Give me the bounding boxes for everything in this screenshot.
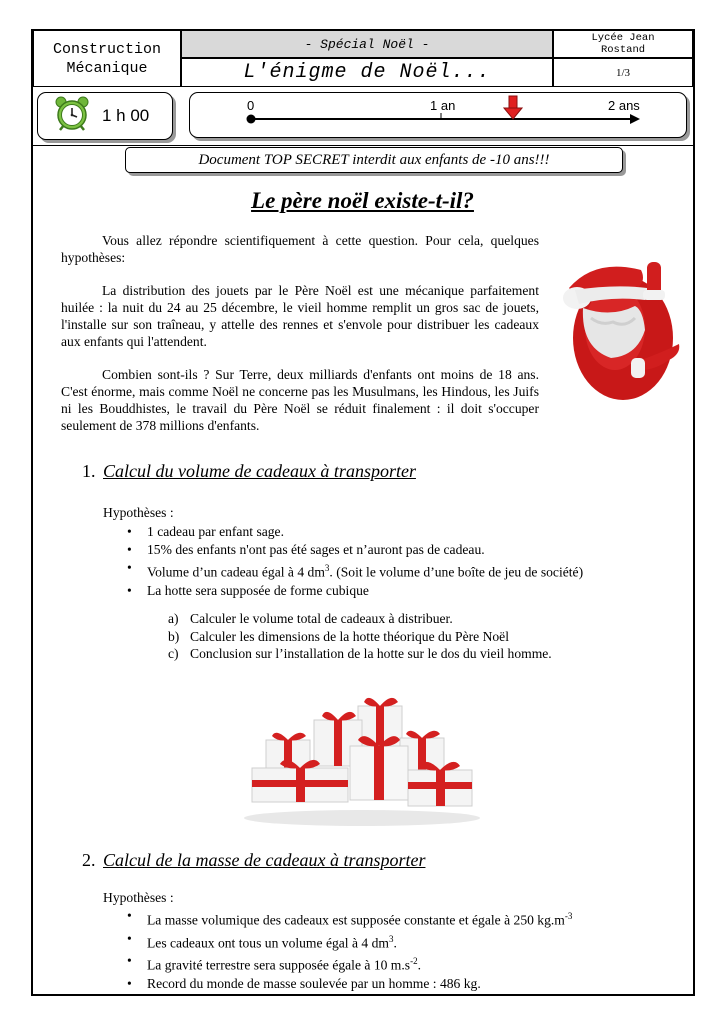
special-label: - Spécial Noël -: [304, 36, 430, 52]
list-item: [127, 975, 572, 993]
section-2-hypotheses-label: Hypothèses :: [103, 890, 174, 905]
question-text: Calculer le volume total de cadeaux à distribuer.: [190, 611, 453, 626]
intro-paragraph-1: [61, 232, 539, 266]
superscript: -3: [564, 911, 573, 921]
intro-paragraph-2-text: La distribution des jouets par le Père Noël est une mécanique parfaitement huilée : la nuit du 24 au 25 décembre, le vieil homme remplit un gros sac de jouets, l'installe sur son traîneau, y attelle des rennes et s'envole pour distribuer les cadeaux aux enfants qui l'attendent.: [61, 283, 539, 349]
section-2-bullet-list: [127, 907, 572, 993]
bullet-text: 1 cadeau par enfant sage.: [147, 524, 284, 539]
question-marker: a): [168, 611, 179, 626]
section-2-title: [82, 850, 425, 871]
secret-banner: [125, 147, 623, 173]
subject-cell: [33, 30, 181, 87]
bullet-text: Record du monde de masse soulevée par un homme : 486 kg.: [147, 975, 481, 991]
timeline-start-label: 0: [247, 98, 255, 113]
school-line-2: Rostand: [600, 44, 646, 56]
section-1-title-text: Calcul du volume de cadeaux à transporter: [103, 461, 416, 481]
list-item: [127, 930, 572, 953]
list-item: [168, 645, 552, 663]
question-text: Calculer les dimensions de la hotte théorique du Père Noël: [190, 628, 509, 644]
page-number: 1/3: [615, 66, 631, 79]
intro-paragraph-2: [61, 282, 539, 350]
list-item: [127, 523, 583, 541]
intro-paragraph-1-text: Vous allez répondre scientifiquement à cette question. Pour cela, quelques hypothèses:: [61, 233, 539, 265]
question-marker: b): [168, 628, 180, 644]
school-line-1: Lycée Jean: [591, 32, 655, 44]
timeline-end-label: 2 ans: [608, 98, 640, 113]
section-1-bullet-list: [127, 523, 583, 600]
list-item: [127, 582, 583, 600]
gift-boxes-image: [240, 678, 485, 828]
bullet-text: 15% des enfants n'ont pas été sages et n’auront pas de cadeau.: [147, 542, 485, 557]
timeline-axis: [190, 93, 688, 139]
bullet-text-continued: .: [393, 935, 397, 951]
bullet-text: La hotte sera supposée de forme cubique: [147, 582, 369, 598]
school-cell: [553, 30, 693, 58]
intro-paragraph-3: [61, 366, 539, 434]
subject-line-2: Mécanique: [66, 59, 148, 77]
page-number-cell: [553, 58, 693, 87]
santa-claus-image: [555, 248, 685, 408]
list-item: [127, 541, 583, 559]
list-item: [127, 907, 572, 930]
question-text: Conclusion sur l’installation de la hotte sur le dos du vieil homme.: [190, 646, 552, 661]
section-2-title-text: Calcul de la masse de cadeaux à transporter: [103, 850, 426, 870]
subject-line-1: Construction: [52, 40, 162, 58]
section-1-number: 1.: [82, 461, 96, 481]
secret-banner-text: Document TOP SECRET interdit aux enfants de -10 ans!!!: [198, 151, 550, 168]
list-item: [127, 559, 583, 582]
main-title: Le père noël existe-t-il?: [251, 188, 474, 213]
section-1-hypotheses-label: Hypothèses :: [103, 505, 174, 520]
section-1-title: [82, 461, 416, 482]
section-1-question-list: [168, 610, 552, 663]
list-item: [127, 952, 572, 975]
bullet-text: La gravité terrestre sera supposée égale à 10 m.s: [147, 957, 411, 973]
duration-box: [37, 92, 173, 140]
superscript: -2: [410, 956, 418, 967]
special-cell: [181, 30, 553, 58]
bullet-text-continued: . (Soit le volume d’une boîte de jeu de société): [329, 564, 584, 580]
list-item: [168, 610, 552, 628]
timeline-middle-label: 1 an: [430, 98, 456, 113]
bullet-text: Les cadeaux ont tous un volume égal à 4 dm: [147, 935, 389, 951]
timeline-marker-arrow-icon: [503, 95, 523, 121]
bullet-text: Volume d’un cadeau égal à 4 dm: [147, 564, 325, 580]
header-separator: [31, 145, 695, 146]
alarm-clock-icon: [52, 94, 92, 139]
intro-paragraph-3-text: Combien sont-ils ? Sur Terre, deux milliards d'enfants ont moins de 18 ans. C'est énorme, mais comme Noël ne concerne pas les Musulmans, les Hindous, les Juifs ni les Bouddhistes, le travail du Père Noël se réduit finalement : il doit s'occuper seulement de 378 millions d'enfants.: [61, 367, 539, 433]
duration-text: 1 h 00: [102, 106, 150, 125]
question-marker: c): [168, 646, 179, 661]
section-2-number: 2.: [82, 850, 96, 870]
document-title-cell: [181, 58, 553, 87]
list-item: [168, 628, 552, 646]
document-title: L'énigme de Noël...: [243, 61, 491, 84]
timeline-box: [189, 92, 687, 138]
bullet-text-continued: .: [417, 957, 421, 973]
superscript: 3: [388, 933, 394, 944]
superscript: 3: [324, 563, 330, 573]
bullet-text: La masse volumique des cadeaux est supposée constante et égale à 250 kg.m: [147, 912, 565, 928]
